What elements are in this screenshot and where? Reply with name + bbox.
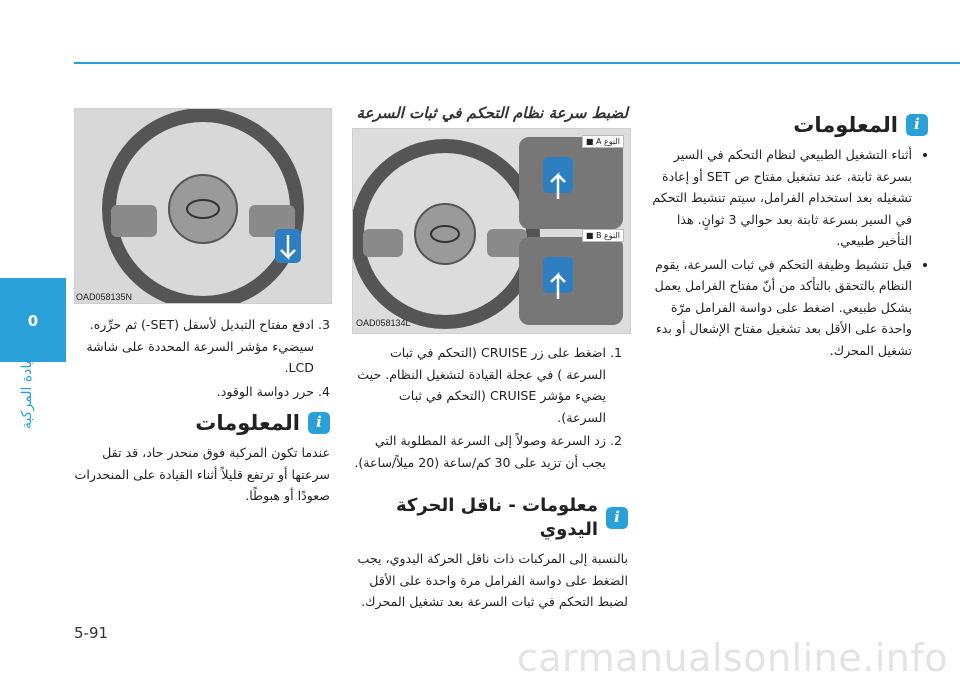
step-item: 3. ادفع مفتاح التبديل لأسفل (SET-) ثم حرِّره. سيضيء مؤشر السرعة المحددة على شاشة LCD. xyxy=(86,317,330,375)
page-number: 5-91 xyxy=(74,624,109,642)
section-title: لضبط سرعة نظام التحكم في ثبات السرعة xyxy=(356,104,628,122)
manual-transmission-info xyxy=(352,494,628,613)
bullet-item: • أثناء التشغيل الطبيعي لنظام التحكم في السير بسرعة ثابتة، عند تشغيل مفتاح ص SET أو إعادة تشغيله بعد استخدام الفرامل، سيتم تنشيط التحكم في السير بسرعة ثابتة بعد حوالي 3 ثوانٍ. هذا التأخير طبيعي. xyxy=(648,144,912,252)
legend-type-b: النوع B ■ xyxy=(582,229,624,242)
bullet-item: • قبل تنشيط وظيفة التحكم في ثبات السرعة، يقوم النظام بالتحقق بالتأكد من أنّ مفتاح الفرامل يعمل بشكل طبيعي. اضغط على دواسة الفرامل مرّة واحدة على الأقل بعد تشغيل مفتاح الإشعال أو بدء تشغيل المحرك. xyxy=(648,254,912,362)
steering-wheel-image-b xyxy=(74,108,332,304)
left-info xyxy=(74,410,330,507)
info-header xyxy=(352,494,628,542)
legend-type-a: النوع A ■ xyxy=(582,135,624,148)
info-bullets xyxy=(648,144,928,361)
steps-list-left xyxy=(74,314,330,402)
image-label-b: OAD058135N xyxy=(76,292,133,302)
steps-list-middle xyxy=(352,342,622,473)
step-item: 4. حرر دواسة الوقود. xyxy=(216,383,330,399)
info-title: معلومات - ناقل الحركة اليدوي xyxy=(395,495,598,540)
info-title: المعلومات xyxy=(195,411,300,435)
info-text: بالنسبة إلى المركبات ذات ناقل الحركة اليدوي، يجب الضغط على دواسة الفرامل مرة واحدة على الأقل لضبط التحكم في ثبات السرعة بعد تشغيل المحرك. xyxy=(357,551,628,609)
info-icon: i xyxy=(906,114,928,136)
step-item: 2. زد السرعة وصولاً إلى السرعة المطلوبة التي يجب أن تزيد على 30 كم/ساعة (20 ميلاً/ساعة). xyxy=(354,433,622,470)
chapter-title: قيادة المركبة xyxy=(19,353,35,429)
info-icon: i xyxy=(308,412,330,434)
watermark: carmanualsonline.info xyxy=(516,636,948,680)
right-column xyxy=(648,112,928,363)
step-item: 1. اضغط على زر CRUISE (التحكم في ثبات السرعة ) في عجلة القيادة لتشغيل النظام. حيث يضيء مؤشر CRUISE (التحكم في ثبات السرعة). xyxy=(357,345,622,425)
info-icon: i xyxy=(606,507,628,529)
info-header xyxy=(648,112,928,138)
steering-wheel-illustration xyxy=(75,109,331,303)
middle-steps xyxy=(352,342,622,475)
info-text: عندما تكون المركبة فوق منحدر حاد، قد تقل سرعتها أو ترتفع قليلاً أثناء القيادة على المنحدرات صعودًا أو هبوطًا. xyxy=(74,445,330,503)
chapter-number: 0 xyxy=(27,312,39,330)
steering-wheel-image-a xyxy=(352,128,631,334)
image-label-a: OAD058134L xyxy=(356,318,411,328)
info-title: المعلومات xyxy=(793,113,898,137)
left-steps xyxy=(74,314,330,404)
top-divider xyxy=(74,62,960,64)
info-header xyxy=(74,410,330,436)
